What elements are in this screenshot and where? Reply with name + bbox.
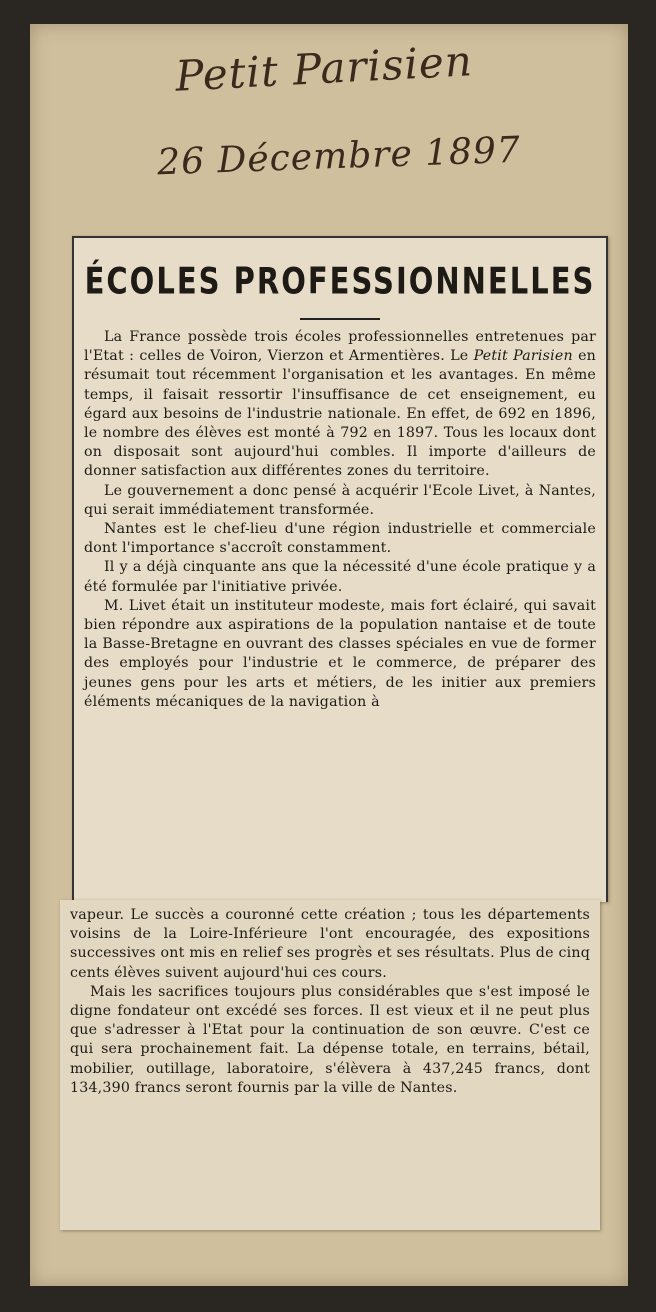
p1-end: en résumait tout récemment l'organisation et les avantages. En même temps, il faisait ressortir l'insuffisance de cet enseignement, eu égard aux besoins de l'industrie nationale. En effet, de 692 en 1896, le nombre des élèves est monté à 792 en 1897. Tous les locaux dont on disposait sont aujourd'hui combles. Il importe d'ailleurs de donner satisfaction aux différentes zones du territoire. — [84, 348, 596, 480]
paragraph-3: Nantes est le chef-lieu d'une région industrielle et commerciale dont l'importance s'accroît constamment. — [84, 521, 596, 557]
article-body-upper — [84, 328, 596, 712]
paragraph-6: Mais les sacrifices toujours plus considérables que s'est imposé le digne fondateur ont excédé ses forces. Il est vieux et il ne peut plus que s'adresser à l'Etat pour la continuation de son œuvre. C'est ce qui sera prochainement fait. La dépense totale, en terrains, bétail, mobilier, outillage, laboratoire, s'élèvera à 437,245 francs, dont 134,390 francs seront fournis par la ville de Nantes. — [70, 983, 590, 1096]
p1-newspaper-name: Petit Parisien — [473, 348, 573, 365]
clipping-lower — [60, 900, 600, 1230]
p1-start: La France possède trois écoles professionnelles entretenues par l'Etat : celles de Voiron, Vierzon et Armentières. Le — [84, 329, 596, 365]
handwritten-date: 26 Décembre 1897 — [156, 129, 522, 184]
article-headline: ÉCOLES PROFESSIONNELLES — [84, 259, 596, 303]
headline-rule — [300, 318, 380, 320]
paragraph-5-continued: vapeur. Le succès a couronné cette création ; tous les départements voisins de la Loire-Inférieure l'ont encouragée, des expositions successives ont mis en relief ses progrès et ses résultats. Plus de cinq cents élèves suivent aujourd'hui ces cours. — [70, 907, 590, 981]
paragraph-5: M. Livet était un instituteur modeste, mais fort éclairé, qui savait bien répondre aux aspirations de la population nantaise et de toute la Basse-Bretagne en ouvrant des classes spéciales en vue de former des employés pour l'industrie et le commerce, de préparer des jeunes gens pour les arts et métiers, de les initier aux premiers éléments mécaniques de la navigation à — [84, 597, 596, 710]
paragraph-1 — [84, 328, 596, 482]
clipping-upper — [72, 236, 608, 902]
paragraph-4: Il y a déjà cinquante ans que la nécessité d'une école pratique y a été formulée par l'initiative privée. — [84, 559, 596, 595]
article-body-lower — [70, 906, 590, 1098]
handwritten-source: Petit Parisien — [174, 36, 474, 101]
paragraph-2: Le gouvernement a donc pensé à acquérir l'Ecole Livet, à Nantes, qui serait immédiatement transformée. — [84, 482, 596, 518]
